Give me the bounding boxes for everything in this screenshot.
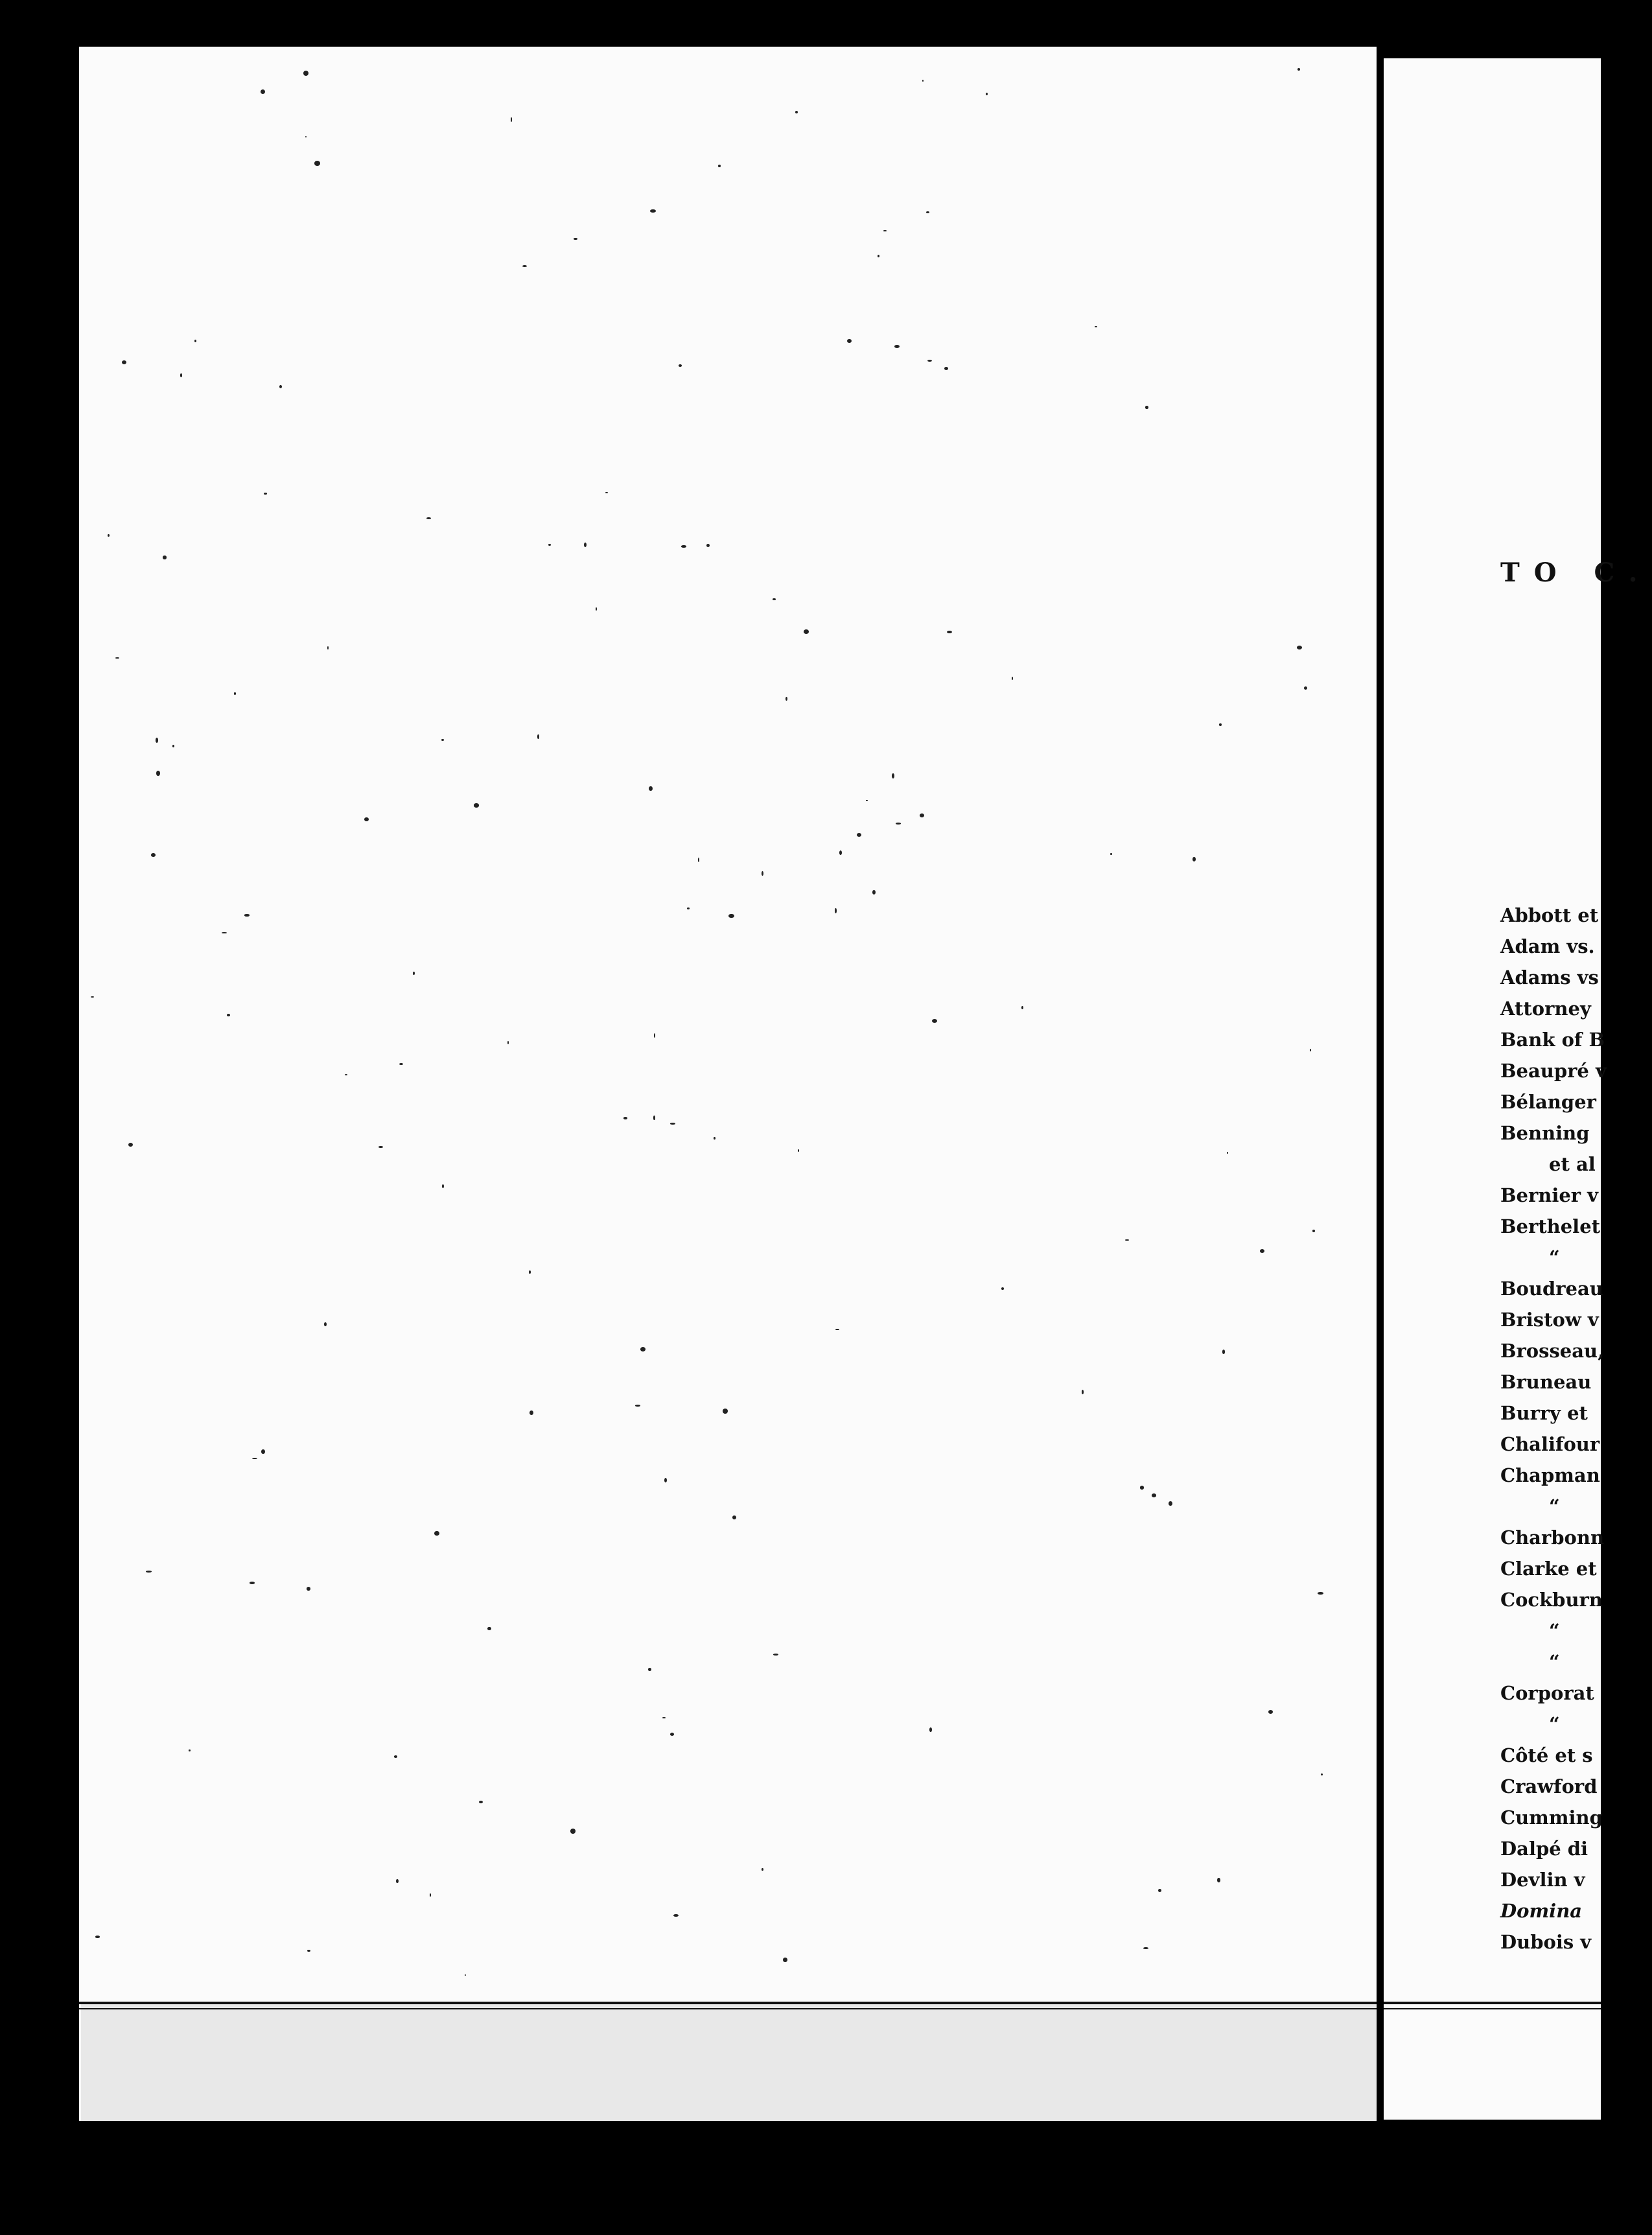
speck — [944, 367, 948, 370]
speck — [650, 209, 656, 213]
index-entry: Berthelet — [1500, 1215, 1601, 1237]
speck — [156, 771, 159, 776]
speck — [426, 517, 431, 519]
speck — [128, 1143, 133, 1147]
index-entry: Chalifour — [1500, 1433, 1600, 1455]
speck — [474, 803, 479, 807]
index-entry: “ — [1549, 1495, 1560, 1517]
index-entry: Bruneau — [1500, 1371, 1592, 1393]
bottom-rule-right-thin — [1384, 2008, 1601, 2009]
speck — [1012, 677, 1013, 680]
index-entry: Bélanger — [1500, 1091, 1596, 1113]
index-entry: Domina — [1500, 1900, 1583, 1922]
speck — [537, 734, 539, 740]
speck — [932, 1019, 937, 1023]
speck — [929, 1727, 932, 1732]
speck — [303, 71, 308, 76]
speck — [146, 1571, 152, 1573]
speck — [1145, 406, 1148, 409]
speck — [1219, 723, 1222, 725]
speck — [378, 1146, 382, 1148]
speck — [986, 93, 988, 95]
index-entry: Cumming — [1500, 1807, 1603, 1829]
speck — [1222, 1350, 1226, 1353]
speck — [605, 492, 609, 493]
speck — [1140, 1486, 1144, 1489]
speck — [927, 360, 932, 362]
index-entry: Bank of B — [1500, 1029, 1605, 1051]
index-heading: TO C. — [1500, 557, 1652, 588]
speck — [1297, 646, 1302, 649]
index-entry: Cockburn — [1500, 1589, 1603, 1611]
speck — [234, 692, 236, 695]
speck — [698, 858, 699, 862]
speck — [1318, 1592, 1323, 1594]
speck — [679, 364, 682, 367]
case-index-list — [1500, 900, 1607, 1958]
speck — [244, 914, 250, 916]
speck — [1217, 1878, 1220, 1883]
speck — [662, 1717, 666, 1719]
speck — [189, 1749, 191, 1751]
index-entry: Clarke et — [1500, 1558, 1597, 1580]
index-entry: Adam vs. — [1500, 935, 1595, 957]
speck — [896, 823, 901, 825]
speck — [227, 1014, 230, 1016]
speck — [394, 1755, 397, 1757]
speck — [261, 89, 265, 94]
speck — [180, 373, 182, 377]
speck — [314, 161, 320, 166]
speck — [1152, 1493, 1156, 1497]
bottom-rule-thin — [79, 2008, 1377, 2009]
speck — [1321, 1773, 1323, 1775]
speck — [307, 1950, 310, 1952]
speck — [866, 800, 868, 802]
speck — [261, 1449, 265, 1455]
index-entry: Adams vs — [1500, 966, 1599, 989]
index-entry: “ — [1549, 1620, 1560, 1642]
speck — [172, 745, 175, 747]
speck — [574, 238, 577, 240]
speck — [872, 890, 876, 895]
speck — [723, 1409, 728, 1413]
index-entry: Côté et s — [1500, 1744, 1593, 1766]
index-entry: Boudreau — [1500, 1278, 1603, 1300]
index-entry: Devlin v — [1500, 1869, 1585, 1891]
speck — [108, 534, 110, 537]
speck — [1169, 1501, 1172, 1506]
index-entry: Dalpé di — [1500, 1838, 1588, 1860]
speck — [442, 1184, 444, 1188]
speck — [922, 80, 924, 82]
speck — [399, 1063, 403, 1065]
speck — [570, 1829, 575, 1834]
speck — [1095, 326, 1097, 327]
speck — [1310, 1049, 1311, 1051]
speck — [673, 1914, 679, 1917]
speck — [714, 1137, 715, 1139]
speck — [413, 972, 415, 975]
index-entry: Brosseau, — [1500, 1340, 1605, 1362]
speck — [947, 631, 952, 633]
index-entry: Burry et — [1500, 1402, 1588, 1424]
speck — [584, 543, 587, 548]
speck — [653, 1116, 655, 1120]
index-entry: Crawford — [1500, 1775, 1598, 1797]
blank-left-page — [79, 47, 1377, 2121]
index-entry: Abbott et — [1500, 904, 1599, 926]
speck — [839, 850, 842, 855]
speck — [762, 871, 763, 876]
speck — [279, 385, 282, 388]
speck — [1192, 857, 1196, 861]
speck — [635, 1405, 640, 1407]
speck — [1268, 1710, 1273, 1714]
speck — [835, 908, 837, 913]
speck — [364, 817, 369, 821]
bottom-rule-right — [1384, 2002, 1601, 2004]
speck — [479, 1801, 483, 1803]
speck — [95, 1936, 99, 1937]
index-entry: Bernier v — [1500, 1184, 1599, 1206]
speck — [1158, 1889, 1161, 1892]
index-entry: et al — [1549, 1153, 1596, 1175]
speck — [307, 1587, 310, 1591]
index-entry: Beaupré v — [1500, 1060, 1607, 1082]
speck — [1001, 1287, 1004, 1290]
speck — [857, 833, 861, 837]
index-entry: Charbonn — [1500, 1527, 1605, 1549]
speck — [1227, 1152, 1229, 1154]
index-entry: Bristow v — [1500, 1309, 1599, 1331]
speck — [920, 813, 924, 818]
index-entry: “ — [1549, 1246, 1560, 1269]
speck — [430, 1893, 431, 1896]
speck — [681, 545, 686, 548]
speck — [222, 932, 226, 933]
index-entry: Chapman — [1500, 1464, 1600, 1486]
speck — [762, 1868, 763, 1871]
speck — [892, 773, 894, 778]
speck — [250, 1582, 255, 1584]
index-entry: Dubois v — [1500, 1931, 1592, 1953]
speck — [1304, 686, 1307, 690]
speck — [163, 556, 166, 559]
speck — [529, 1410, 533, 1415]
speck — [264, 493, 267, 495]
index-page — [1384, 58, 1652, 2120]
speck — [396, 1879, 399, 1883]
speck — [804, 629, 809, 634]
speck — [1110, 853, 1112, 855]
index-entry: Benning — [1500, 1122, 1590, 1144]
bottom-rule — [79, 2002, 1377, 2004]
index-entry: Corporat — [1500, 1682, 1594, 1704]
speck — [487, 1627, 491, 1630]
speck — [728, 914, 734, 918]
index-entry: Attorney — [1500, 998, 1591, 1020]
speck — [773, 1654, 778, 1656]
speck — [529, 1270, 531, 1274]
index-entry: “ — [1549, 1651, 1560, 1673]
index-entry: “ — [1549, 1713, 1560, 1735]
page-fold — [81, 2003, 1376, 2121]
speck — [122, 360, 126, 364]
